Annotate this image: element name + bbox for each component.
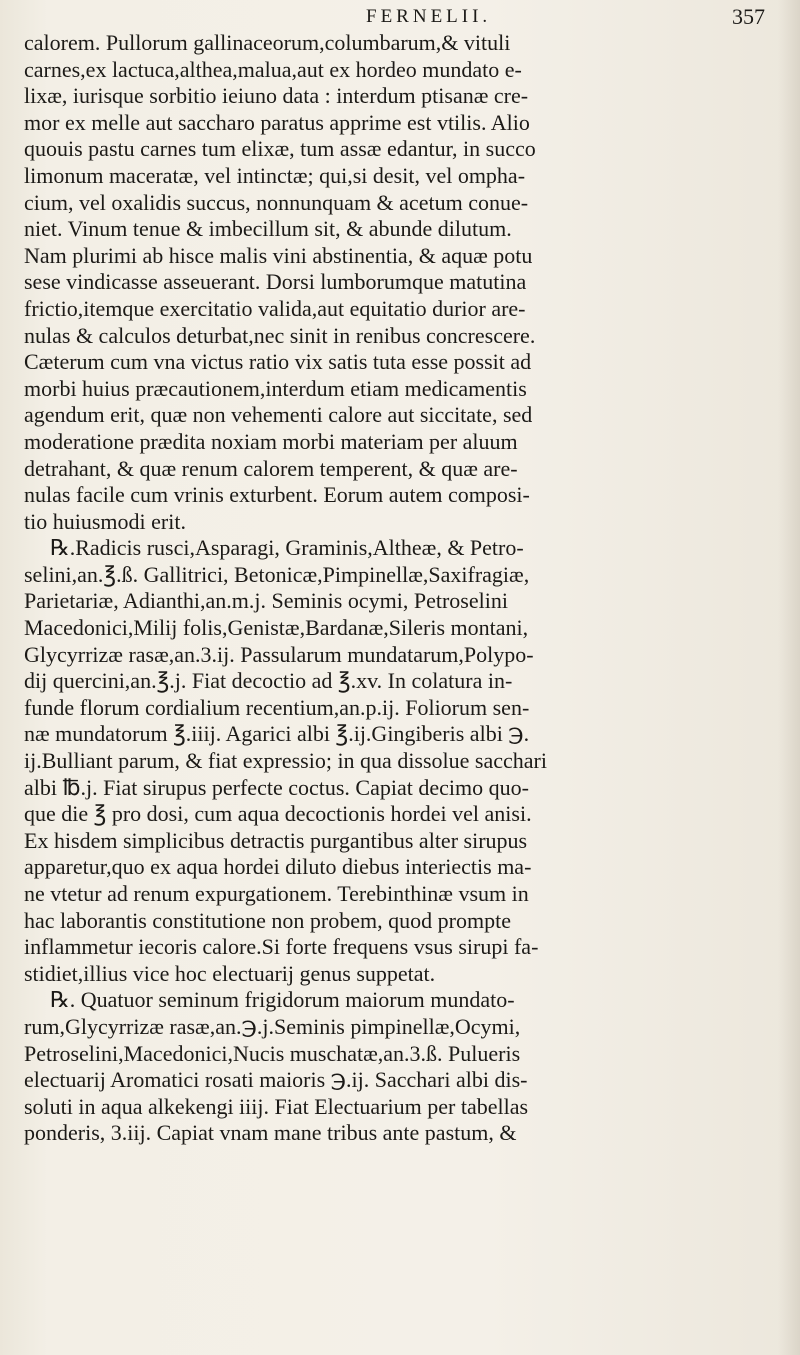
text-line: agendum erit, quæ non vehementi calore aut siccitate, sed (24, 402, 533, 428)
text-line: lixæ, iurisque sorbitio ieiuno data : interdum ptisanæ cre- (24, 83, 529, 109)
text-line: niet. Vinum tenue & imbecillum sit, & abunde dilutum. (24, 216, 512, 242)
text-line: Macedonici,Milij folis,Genistæ,Bardanæ,Sileris montani, (24, 615, 529, 641)
text-line: næ mundatorum ℥.iiij. Agarici albi ℥.ij.Gingiberis albi ℈. (24, 721, 530, 747)
text-line: carnes,ex lactuca,althea,malua,aut ex hordeo mundato e- (24, 56, 522, 82)
text-line: nulas & calculos deturbat,nec sinit in renibus concrescere. (24, 322, 536, 348)
text-line: nulas facile cum vrinis exturbent. Eorum autem composi- (24, 482, 530, 508)
recipe-line: ℞.Radicis rusci,Asparagi, Graminis,Altheæ, & Petro- (50, 535, 524, 561)
text-line: calorem. Pullorum gallinaceorum,columbarum,& vituli (24, 30, 511, 55)
text-line: mor ex melle aut saccharo paratus apprime est vtilis. Alio (24, 109, 530, 135)
text-line: Petroselini,Macedonici,Nucis muschatæ,an.3.ß. Pulueris (24, 1040, 521, 1066)
text-line: sese vindicasse asseuerant. Dorsi lumborumque matutina (24, 269, 527, 295)
text-line: inflammetur iecoris calore.Si forte frequens vsus sirupi fa- (24, 934, 539, 960)
running-head: FERNELII. (366, 6, 492, 27)
text-line: Parietariæ, Adianthi,an.m.j. Seminis ocymi, Petroselini (24, 588, 508, 614)
text-line: Nam plurimi ab hisce malis vini abstinentia, & aquæ potu (24, 242, 533, 268)
body-text (24, 30, 782, 1147)
text-line: ij.Bulliant parum, & fiat expressio; in qua dissolue sacchari (24, 748, 547, 774)
text-line: ponderis, 3.iij. Capiat vnam mane tribus ante pastum, & (24, 1120, 517, 1146)
text-line: Ex hisdem simplicibus detractis purgantibus alter sirupus (24, 827, 528, 853)
text-line: frictio,itemque exercitatio valida,aut equitatio durior are- (24, 295, 526, 321)
recipe-line: ℞. Quatuor seminum frigidorum maiorum mundato- (50, 987, 515, 1013)
text-line: limonum maceratæ, vel intinctæ; qui,si desit, vel ompha- (24, 162, 526, 188)
text-line: soluti in aqua alkekengi iiij. Fiat Electuarium per tabellas (24, 1093, 529, 1119)
text-line: hac laborantis constitutione non probem, quod prompte (24, 907, 511, 933)
text-line: funde florum cordialium recentium,an.p.ij. Foliorum sen- (24, 694, 530, 720)
text-line: electuarij Aromatici rosati maioris ℈.ij. Sacchari albi dis- (24, 1067, 528, 1093)
text-line: albi ℔.j. Fiat sirupus perfecte coctus. Capiat decimo quo- (24, 774, 529, 800)
text-line: Cæterum cum vna victus ratio vix satis tuta esse possit ad (24, 349, 532, 375)
page-number: 357 (732, 4, 765, 29)
text-line: quouis pastu carnes tum elixæ, tum assæ edantur, in succo (24, 136, 536, 162)
text-line: selini,an.℥.ß. Gallitrici, Betonicæ,Pimpinellæ,Saxifragiæ, (24, 561, 530, 587)
text-line: cium, vel oxalidis succus, nonnunquam & acetum conue- (24, 189, 529, 215)
text-line: ne vtetur ad renum expurgationem. Terebinthinæ vsum in (24, 881, 529, 906)
text-line: morbi huius præcautionem,interdum etiam medicamentis (24, 375, 527, 401)
text-line: stidiet,illius vice hoc electuarij genus suppetat. (24, 960, 436, 986)
text-line: dij quercini,an.℥.j. Fiat decoctio ad ℥.xv. In colatura in- (24, 668, 513, 694)
text-line: detrahant, & quæ renum calorem temperent, & quæ are- (24, 455, 518, 481)
text-line: que die ℥ pro dosi, cum aqua decoctionis hordei vel anisi. (24, 801, 532, 827)
text-line: apparetur,quo ex aqua hordei diluto diebus interiectis ma- (24, 854, 532, 880)
text-line: tio huiusmodi erit. (24, 508, 186, 534)
text-line: Glycyrrizæ rasæ,an.3.ij. Passularum mundatarum,Polypo- (24, 641, 534, 667)
text-line: rum,Glycyrrizæ rasæ,an.℈.j.Seminis pimpinellæ,Ocymi, (24, 1013, 521, 1039)
text-line: moderatione prædita noxiam morbi materiam per aluum (24, 428, 518, 454)
